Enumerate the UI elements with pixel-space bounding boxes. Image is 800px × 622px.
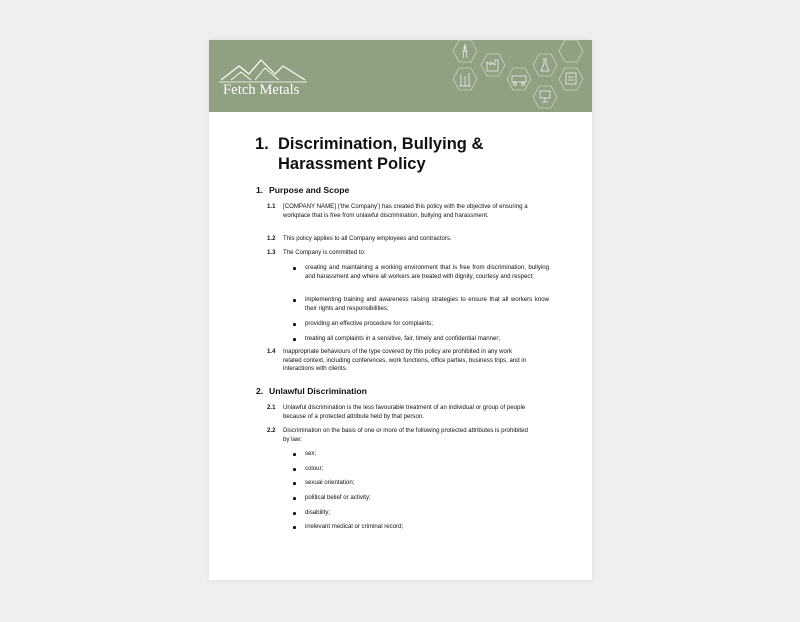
gears-icon	[566, 73, 576, 84]
flask-icon	[541, 59, 549, 71]
conveyor-icon	[512, 76, 526, 85]
factory-icon	[487, 60, 498, 71]
pylon-icon	[462, 44, 468, 58]
title-text: Discrimination, Bullying & Harassment Policy	[278, 135, 484, 173]
document-page: Fetch Metals 1. Discrimination, Bullying & Harassment Policy 1. Purpose and Scope 1.1 [COMPANY NAME] ('the Company') has created this policy with the objective of ensuring a workplace that is free from unlawful discrimination, bullying and harassment. 1.2 This policy applies to all Company employees and contractors. 1.3 The Company is committed to: creating and maintaining a working environment that is free from discrimination, bullying and harassment and where all workers are treated with dignity, courtesy and respect; implementing training and awareness raising strategies to ensure that all workers know their rights and responsibilities; providing an effective procedure for complaints; treating all complaints in a sensitive, fair, timely and confidential manner; 1.4 Inappropriate behaviours of the type covered by this policy are prohibited in any work related context, including conferences, work functions, office parties, business trips, and in interactions with clients. 2. Unlawful Discrimination 2.1 Unlawful discrimination is the less favourable treatment of an individual or group of people because of a protected attribute held by that person. 2.2 Discrimination on the basis of one or more of the following protected attributes is prohibited by law: sex; colour; sexual orientation; political belief or activity; disability; irrelevant medical or criminal record;	[209, 40, 592, 580]
header-banner	[209, 40, 592, 112]
monitor-icon	[540, 91, 550, 102]
title-number: 1.	[255, 135, 269, 153]
section-heading-discrimination: 2. Unlawful Discrimination	[256, 386, 367, 396]
section-heading-purpose: 1. Purpose and Scope	[256, 185, 350, 195]
mountains-logo-icon	[219, 52, 309, 84]
brand-name: Fetch Metals	[223, 82, 300, 98]
industry-hex-icons	[441, 40, 591, 112]
lab-icon	[459, 73, 471, 86]
